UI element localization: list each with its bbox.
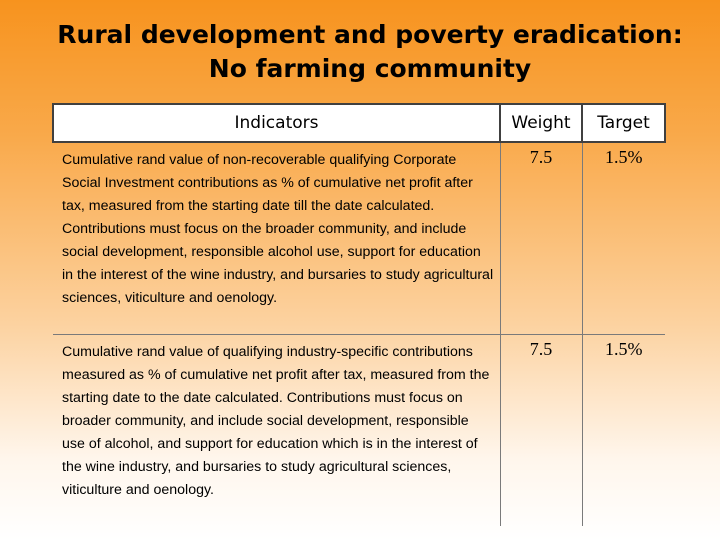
target-cell: 1.5% (582, 335, 665, 527)
slide-title-line-2: No farming community (208, 54, 532, 83)
header-weight: Weight (500, 104, 582, 142)
table-row (53, 142, 665, 335)
header-target: Target (582, 104, 665, 142)
indicator-cell: Cumulative rand value of non-recoverable qualifying Corporate Social Investment contributions as % of cumulative net profit after tax, measured from the starting date till the date calculated. Contributions must focus on the broader community, and include social development, responsible alcohol use, support for education in the interest of the wine industry, and bursaries to study agricultural sciences, viticulture and oenology. (62, 152, 494, 306)
target-cell: 1.5% (582, 142, 665, 335)
indicators-table (52, 103, 666, 526)
indicator-cell: Cumulative rand value of qualifying industry-specific contributions measured as % of cumulative net profit after tax, measured from the starting date to the date calculated. Contributions must focus on broader community, and include social development, responsible use of alcohol, and support for education which is in the interest of the wine industry, and bursaries to study agricultural sciences, viticulture and oenology. (53, 335, 500, 527)
table-header-row (53, 104, 665, 142)
header-indicators: Indicators (53, 104, 500, 142)
weight-cell: 7.5 (500, 142, 582, 335)
slide-title-line-1: Rural development and poverty eradication: (57, 20, 683, 49)
weight-cell: 7.5 (500, 335, 582, 527)
table-row (53, 335, 665, 527)
slide-title (0, 18, 720, 86)
